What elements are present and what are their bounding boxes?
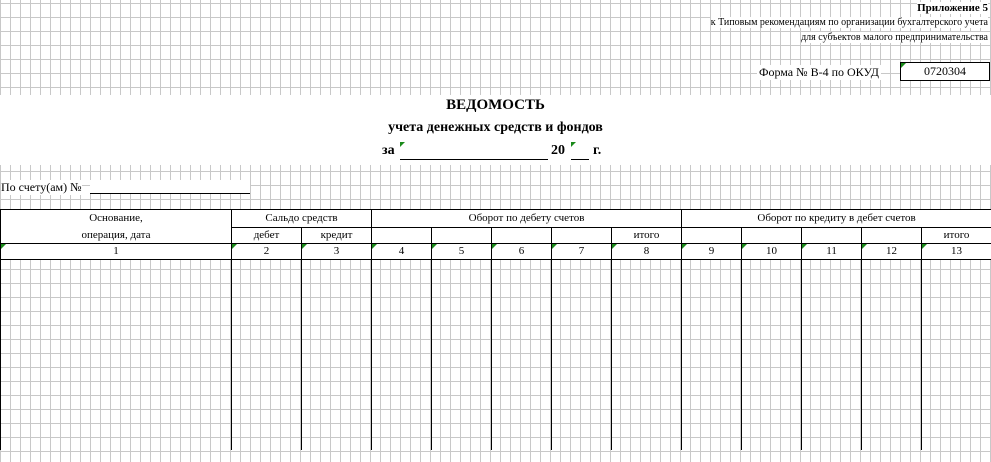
header-debit-acct-6[interactable] (492, 228, 552, 244)
table-cell[interactable] (432, 260, 492, 280)
period-field[interactable] (400, 142, 548, 160)
header-balance-debit: дебет (232, 228, 302, 244)
table-cell[interactable] (612, 336, 682, 355)
header-row-1 (1, 210, 991, 228)
table-row (1, 317, 991, 336)
table-cell[interactable] (862, 412, 922, 431)
table-cell[interactable] (492, 431, 552, 450)
year-suffix: г. (593, 143, 602, 158)
table-cell[interactable] (492, 317, 552, 336)
table-cell[interactable] (802, 355, 862, 374)
column-number-cell: 7 (552, 244, 612, 260)
table-cell[interactable] (922, 279, 991, 298)
account-number-field[interactable] (90, 180, 250, 194)
header-debit-acct-7[interactable] (552, 228, 612, 244)
header-debit-total: итого (612, 228, 682, 244)
table-cell[interactable] (742, 355, 802, 374)
header-balance: Сальдо средств (232, 210, 372, 228)
appendix-label: Приложение 5 (917, 2, 988, 14)
table-cell[interactable] (802, 431, 862, 450)
table-cell[interactable] (922, 393, 991, 412)
table-cell[interactable] (552, 336, 612, 355)
table-cell[interactable] (862, 279, 922, 298)
table-cell[interactable] (612, 412, 682, 431)
table-cell[interactable] (302, 412, 372, 431)
year-field[interactable] (571, 142, 589, 160)
column-number-cell: 6 (492, 244, 552, 260)
table-cell[interactable] (372, 355, 432, 374)
table-cell[interactable] (802, 279, 862, 298)
table-cell[interactable] (862, 260, 922, 280)
header-debit-acct-5[interactable] (432, 228, 492, 244)
table-cell[interactable] (302, 298, 372, 317)
table-cell[interactable] (232, 317, 302, 336)
table-cell[interactable] (552, 431, 612, 450)
table-cell[interactable] (802, 336, 862, 355)
table-cell[interactable] (432, 393, 492, 412)
table-cell[interactable] (682, 260, 742, 280)
table-cell[interactable] (232, 431, 302, 450)
table-row (1, 279, 991, 298)
table-cell[interactable] (612, 298, 682, 317)
column-number-cell: 10 (742, 244, 802, 260)
table-cell[interactable] (612, 393, 682, 412)
table-cell[interactable] (802, 374, 862, 393)
table-cell[interactable] (922, 431, 991, 450)
table-cell[interactable] (682, 412, 742, 431)
table-cell[interactable] (862, 298, 922, 317)
table-cell[interactable] (682, 431, 742, 450)
table-cell[interactable] (1, 355, 232, 374)
header-credit-acct-10[interactable] (742, 228, 802, 244)
year-prefix: 20 (551, 143, 565, 158)
table-cell[interactable] (682, 355, 742, 374)
header-basis: Основание, (1, 210, 232, 228)
table-cell[interactable] (432, 298, 492, 317)
table-row (1, 260, 991, 280)
table-cell[interactable] (372, 393, 432, 412)
table-cell[interactable] (552, 412, 612, 431)
table-cell[interactable] (432, 336, 492, 355)
ledger-body (1, 260, 991, 451)
table-cell[interactable] (922, 412, 991, 431)
table-cell[interactable] (742, 298, 802, 317)
table-cell[interactable] (432, 279, 492, 298)
table-cell[interactable] (862, 355, 922, 374)
column-number-cell: 8 (612, 244, 682, 260)
table-cell[interactable] (372, 260, 432, 280)
column-number-cell: 11 (802, 244, 862, 260)
table-cell[interactable] (232, 279, 302, 298)
table-cell[interactable] (432, 355, 492, 374)
table-cell[interactable] (552, 317, 612, 336)
table-cell[interactable] (372, 336, 432, 355)
table-cell[interactable] (922, 336, 991, 355)
table-cell[interactable] (302, 279, 372, 298)
column-number-cell: 1 (1, 244, 232, 260)
table-cell[interactable] (492, 355, 552, 374)
table-cell[interactable] (492, 279, 552, 298)
table-cell[interactable] (302, 317, 372, 336)
table-row (1, 412, 991, 431)
table-cell[interactable] (492, 393, 552, 412)
table-cell[interactable] (302, 374, 372, 393)
column-number-cell: 2 (232, 244, 302, 260)
table-cell[interactable] (742, 317, 802, 336)
okud-code: 0720304 (924, 64, 966, 78)
okud-code-box[interactable] (900, 62, 990, 81)
table-cell[interactable] (612, 355, 682, 374)
table-cell[interactable] (802, 393, 862, 412)
table-cell[interactable] (372, 431, 432, 450)
table-cell[interactable] (302, 355, 372, 374)
table-cell[interactable] (862, 336, 922, 355)
header-credit-acct-9[interactable] (682, 228, 742, 244)
table-cell[interactable] (302, 336, 372, 355)
table-cell[interactable] (552, 374, 612, 393)
column-number-cell: 9 (682, 244, 742, 260)
table-row (1, 298, 991, 317)
table-cell[interactable] (492, 336, 552, 355)
table-cell[interactable] (612, 431, 682, 450)
table-cell[interactable] (372, 374, 432, 393)
table-cell[interactable] (492, 298, 552, 317)
table-cell[interactable] (742, 374, 802, 393)
table-cell[interactable] (432, 374, 492, 393)
table-cell[interactable] (682, 336, 742, 355)
table-row (1, 431, 991, 450)
table-cell[interactable] (232, 298, 302, 317)
header-credit-acct-11[interactable] (802, 228, 862, 244)
column-number-cell: 13 (922, 244, 991, 260)
table-cell[interactable] (1, 374, 232, 393)
table-cell[interactable] (372, 298, 432, 317)
table-row (1, 374, 991, 393)
table-cell[interactable] (232, 260, 302, 280)
table-cell[interactable] (232, 374, 302, 393)
ledger-table (0, 209, 991, 450)
table-cell[interactable] (862, 431, 922, 450)
table-cell[interactable] (432, 431, 492, 450)
header-debit-turnover: Оборот по дебету счетов (372, 210, 682, 228)
table-cell[interactable] (302, 393, 372, 412)
form-okud-label: Форма № В-4 по ОКУД (759, 65, 879, 79)
table-cell[interactable] (682, 298, 742, 317)
table-cell[interactable] (612, 260, 682, 280)
table-cell[interactable] (612, 317, 682, 336)
account-label: По счету(ам) № (1, 180, 82, 194)
table-cell[interactable] (922, 317, 991, 336)
table-cell[interactable] (1, 260, 232, 280)
table-cell[interactable] (232, 336, 302, 355)
table-cell[interactable] (302, 260, 372, 280)
table-cell[interactable] (1, 298, 232, 317)
header-credit-turnover: Оборот по кредиту в дебет счетов (682, 210, 991, 228)
column-number-cell: 3 (302, 244, 372, 260)
table-cell[interactable] (1, 317, 232, 336)
table-cell[interactable] (612, 374, 682, 393)
table-cell[interactable] (682, 393, 742, 412)
table-cell[interactable] (682, 279, 742, 298)
header-balance-credit: кредит (302, 228, 372, 244)
table-cell[interactable] (922, 374, 991, 393)
table-cell[interactable] (1, 412, 232, 431)
table-cell[interactable] (232, 393, 302, 412)
table-cell[interactable] (862, 393, 922, 412)
table-cell[interactable] (232, 355, 302, 374)
table-cell[interactable] (492, 412, 552, 431)
table-cell[interactable] (922, 355, 991, 374)
table-cell[interactable] (682, 317, 742, 336)
table-cell[interactable] (742, 260, 802, 280)
table-cell[interactable] (232, 412, 302, 431)
table-cell[interactable] (552, 279, 612, 298)
document-title: ВЕДОМОСТЬ (446, 97, 545, 113)
table-cell[interactable] (552, 260, 612, 280)
table-cell[interactable] (1, 431, 232, 450)
table-cell[interactable] (552, 355, 612, 374)
recommendation-line-2: для субъектов малого предпринимательства (801, 32, 988, 43)
table-row (1, 393, 991, 412)
table-cell[interactable] (802, 412, 862, 431)
table-cell[interactable] (682, 374, 742, 393)
table-cell[interactable] (492, 260, 552, 280)
table-cell[interactable] (612, 279, 682, 298)
table-cell[interactable] (1, 393, 232, 412)
table-cell[interactable] (742, 393, 802, 412)
table-cell[interactable] (552, 298, 612, 317)
table-cell[interactable] (552, 393, 612, 412)
header-debit-acct-4[interactable] (372, 228, 432, 244)
column-number-cell: 12 (862, 244, 922, 260)
document-subtitle: учета денежных средств и фондов (388, 120, 603, 135)
table-row (1, 336, 991, 355)
header-row-2 (1, 228, 991, 244)
column-number-cell: 4 (372, 244, 432, 260)
table-cell[interactable] (742, 336, 802, 355)
table-cell[interactable] (372, 412, 432, 431)
table-cell[interactable] (922, 260, 991, 280)
table-cell[interactable] (1, 336, 232, 355)
period-prefix: за (382, 143, 395, 158)
table-cell[interactable] (802, 317, 862, 336)
header-basis-line-2: операция, дата (1, 228, 232, 244)
table-cell[interactable] (372, 317, 432, 336)
column-number-cell: 5 (432, 244, 492, 260)
table-cell[interactable] (742, 412, 802, 431)
table-cell[interactable] (862, 317, 922, 336)
recommendation-line-1: к Типовым рекомендациям по организации бухгалтерского учета (710, 17, 988, 28)
table-cell[interactable] (862, 374, 922, 393)
table-row (1, 355, 991, 374)
column-number-row (1, 244, 991, 260)
table-cell[interactable] (922, 298, 991, 317)
table-cell[interactable] (372, 279, 432, 298)
header-credit-acct-12[interactable] (862, 228, 922, 244)
header-credit-total: итого (922, 228, 991, 244)
table-cell[interactable] (742, 431, 802, 450)
table-cell[interactable] (302, 431, 372, 450)
table-cell[interactable] (432, 317, 492, 336)
table-cell[interactable] (492, 374, 552, 393)
table-cell[interactable] (432, 412, 492, 431)
table-cell[interactable] (802, 298, 862, 317)
table-cell[interactable] (802, 260, 862, 280)
table-cell[interactable] (1, 279, 232, 298)
table-cell[interactable] (742, 279, 802, 298)
